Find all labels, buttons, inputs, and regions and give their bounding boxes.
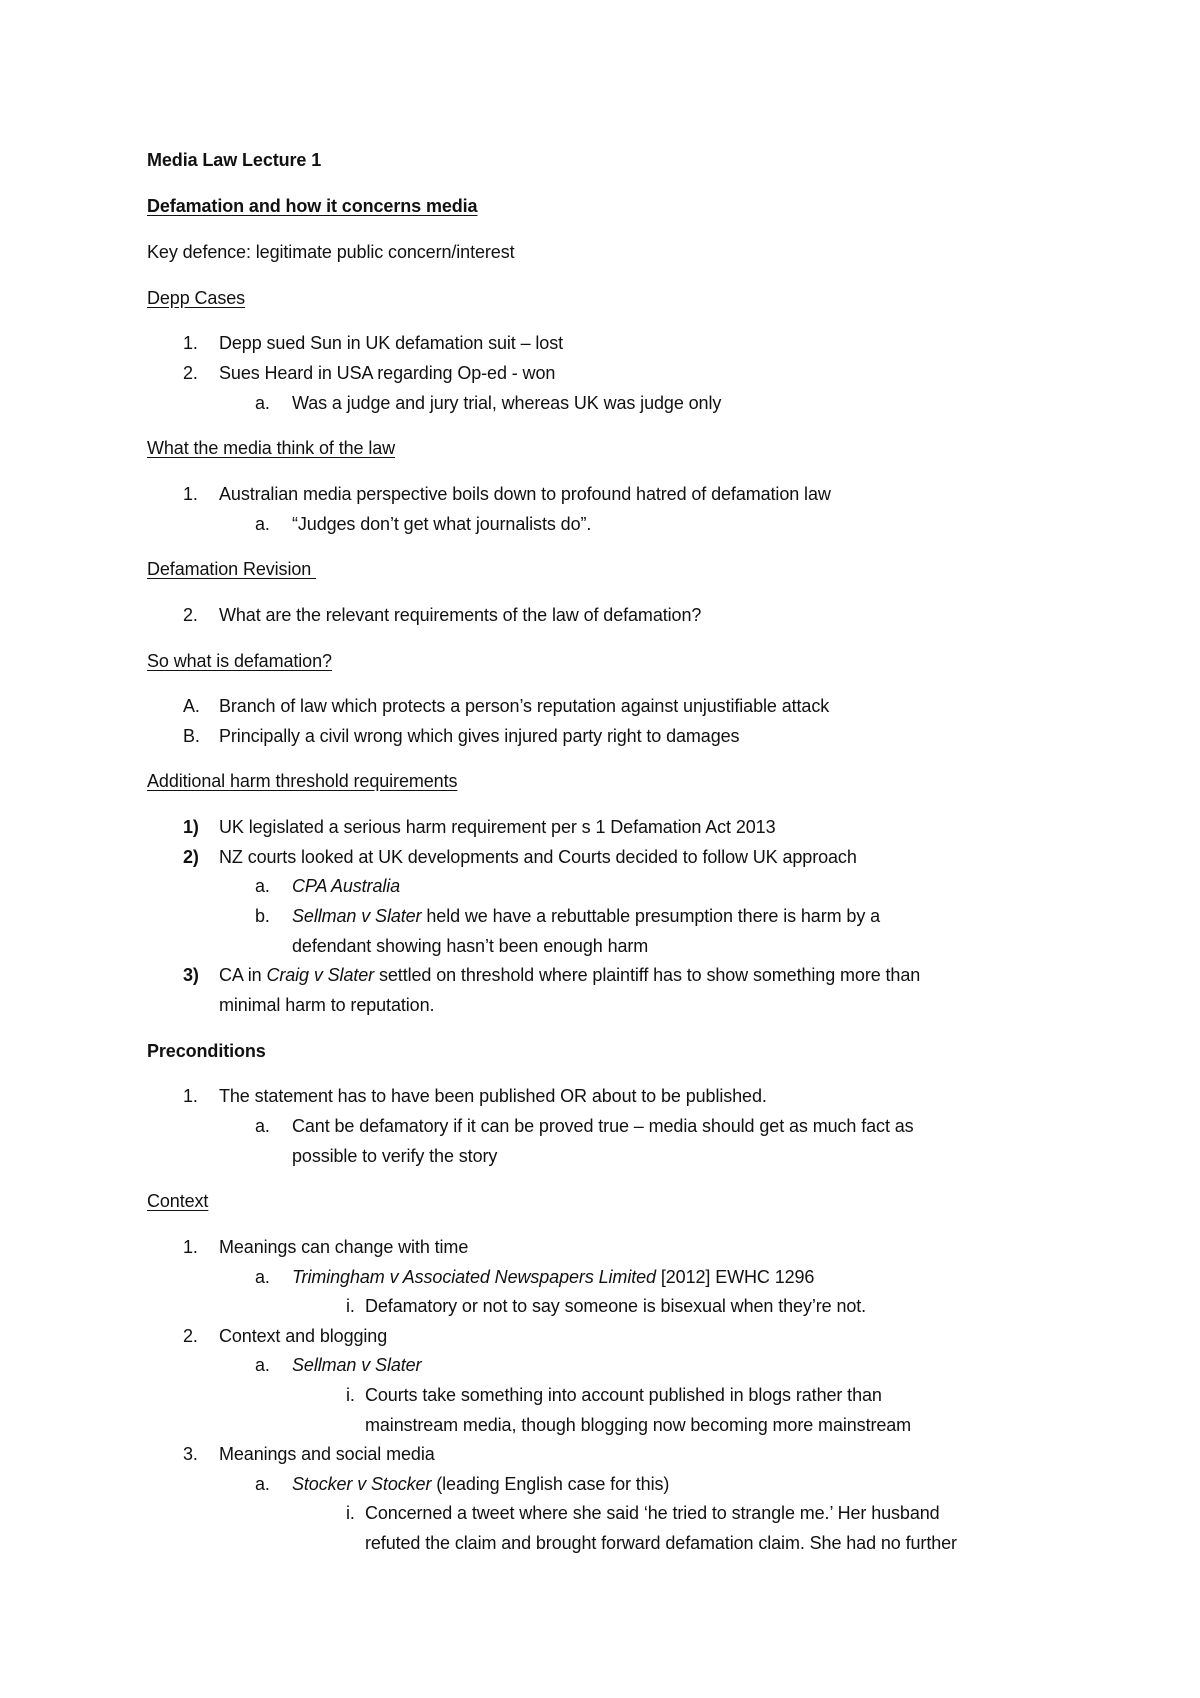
list-item-continuation: mainstream media, though blogging now becoming more mainstream	[365, 1415, 912, 1435]
list-item-continuation: refuted the claim and brought forward defamation claim. She had no further	[365, 1533, 957, 1553]
list-marker: 1.	[183, 1086, 198, 1106]
list-item-continuation: possible to verify the story	[292, 1146, 498, 1166]
media-think-heading: What the media think of the law	[147, 438, 396, 458]
list-marker: a.	[255, 1116, 270, 1136]
list-item-text: Depp sued Sun in UK defamation suit – lost	[219, 333, 564, 353]
section-heading-main: Defamation and how it concerns media	[147, 196, 478, 216]
list-item-text: Context and blogging	[219, 1326, 388, 1346]
list-marker: 1)	[183, 817, 199, 837]
list-marker: A.	[183, 696, 200, 716]
revision-heading: Defamation Revision	[147, 559, 317, 579]
list-item-text: Concerned a tweet where she said ‘he tried to strangle me.’ Her husband	[365, 1503, 940, 1523]
list-marker: a.	[255, 514, 270, 534]
list-item-text: held we have a rebuttable presumption there is harm by a	[421, 906, 881, 926]
list-item-text: [2012] EWHC 1296	[655, 1267, 815, 1287]
list-item-text: (leading English case for this)	[431, 1474, 670, 1494]
case-name: Stocker v Stocker	[292, 1474, 432, 1494]
list-item-text: Principally a civil wrong which gives injured party right to damages	[219, 726, 740, 746]
list-item-text: Branch of law which protects a person’s reputation against unjustifiable attack	[219, 696, 830, 716]
preconditions-heading: Preconditions	[147, 1041, 266, 1061]
list-marker: a.	[255, 393, 270, 413]
list-marker: a.	[255, 1355, 270, 1375]
list-marker: 1.	[183, 333, 198, 353]
list-marker: a.	[255, 876, 270, 896]
list-marker: 1.	[183, 484, 198, 504]
list-marker: b.	[255, 906, 270, 926]
list-item-text: Meanings and social media	[219, 1444, 435, 1464]
list-item-text: What are the relevant requirements of the law of defamation?	[219, 605, 702, 625]
list-item-text: Meanings can change with time	[219, 1237, 469, 1257]
list-marker: i.	[346, 1385, 355, 1405]
context-heading: Context	[147, 1191, 209, 1211]
list-item-text: Cant be defamatory if it can be proved true – media should get as much fact as	[292, 1116, 914, 1136]
list-item-continuation: defendant showing hasn’t been enough harm	[292, 936, 649, 956]
harm-heading: Additional harm threshold requirements	[147, 771, 458, 791]
case-name: Sellman v Slater	[292, 1355, 422, 1375]
list-item-text: Australian media perspective boils down to profound hatred of defamation law	[219, 484, 831, 504]
list-marker: i.	[346, 1503, 355, 1523]
list-item-text: UK legislated a serious harm requirement per s 1 Defamation Act 2013	[219, 817, 776, 837]
list-marker: a.	[255, 1267, 270, 1287]
list-marker: 2.	[183, 605, 198, 625]
case-name: Sellman v Slater	[292, 906, 422, 926]
list-marker: a.	[255, 1474, 270, 1494]
list-marker: 1.	[183, 1237, 198, 1257]
list-item-text: Was a judge and jury trial, whereas UK was judge only	[292, 393, 722, 413]
list-marker: 2.	[183, 363, 198, 383]
case-name: CPA Australia	[292, 876, 401, 896]
case-name: Trimingham v Associated Newspapers Limited	[292, 1267, 656, 1287]
list-marker: B.	[183, 726, 200, 746]
list-marker: 2)	[183, 847, 199, 867]
depp-cases-heading: Depp Cases	[147, 288, 246, 308]
list-item-text: The statement has to have been published OR about to be published.	[219, 1086, 767, 1106]
what-is-heading: So what is defamation?	[147, 651, 332, 671]
list-marker: 3.	[183, 1444, 198, 1464]
list-item-text: “Judges don’t get what journalists do”.	[292, 514, 592, 534]
list-marker: 3)	[183, 965, 199, 985]
list-item-text: Sues Heard in USA regarding Op-ed - won	[219, 363, 556, 383]
list-marker: i.	[346, 1296, 355, 1316]
list-item-text: settled on threshold where plaintiff has to show something more than	[374, 965, 921, 985]
key-defence-text: Key defence: legitimate public concern/interest	[147, 242, 515, 262]
list-item-text: CA in	[219, 965, 267, 985]
list-marker: 2.	[183, 1326, 198, 1346]
list-item-text: Defamatory or not to say someone is bisexual when they’re not.	[365, 1296, 867, 1316]
case-name: Craig v Slater	[266, 965, 375, 985]
document-title: Media Law Lecture 1	[147, 150, 322, 170]
list-item-continuation: minimal harm to reputation.	[219, 995, 435, 1015]
list-item-text: Courts take something into account published in blogs rather than	[365, 1385, 882, 1405]
list-item-text: NZ courts looked at UK developments and Courts decided to follow UK approach	[219, 847, 857, 867]
